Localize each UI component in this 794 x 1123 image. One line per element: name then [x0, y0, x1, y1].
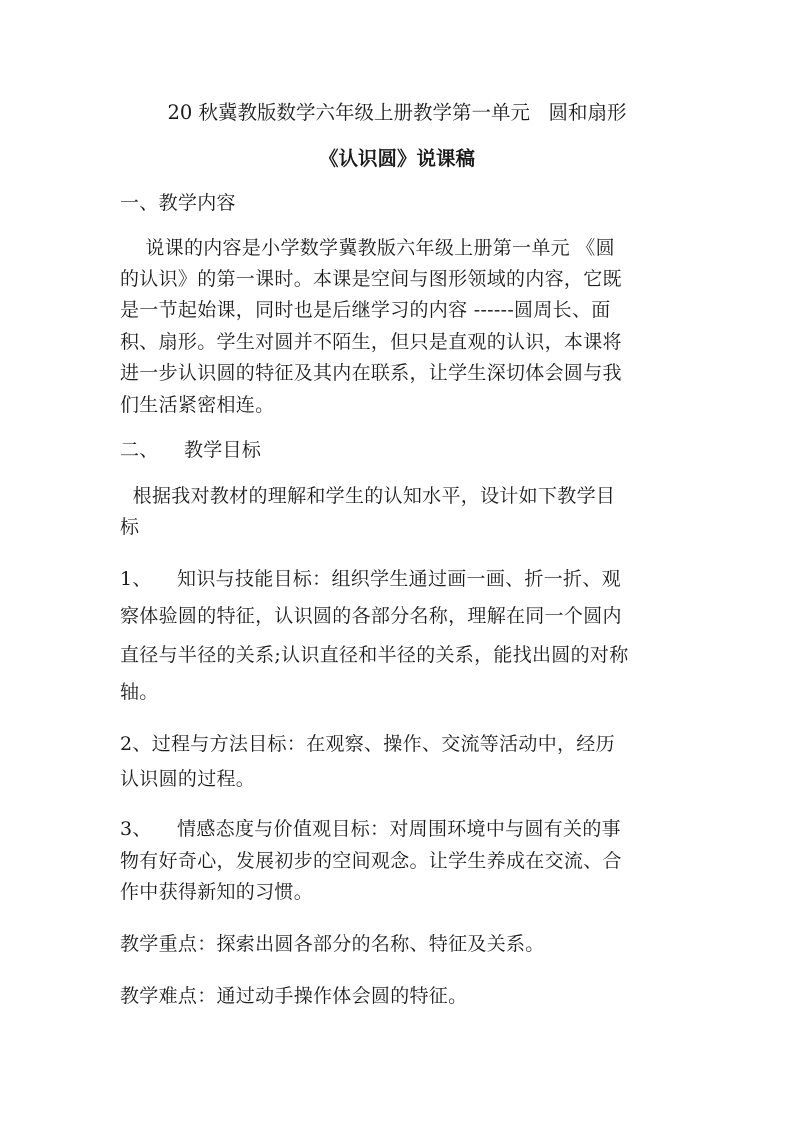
paragraph-line: 根据我对教材的理解和学生的认知水平，设计如下教学目 — [120, 485, 616, 507]
difficult-point: 教学难点：通过动手操作体会圆的特征。 — [120, 985, 468, 1007]
section-heading-content: 一、教学内容 — [120, 192, 236, 214]
paragraph-line: 的认识》的第一课时。本课是空间与图形领域的内容，它既 — [120, 268, 622, 290]
paragraph-line: 积、扇形。学生对圆并不陌生，但只是直观的认识，本课将 — [120, 331, 622, 353]
paragraph-line: 认识圆的过程。 — [120, 768, 256, 790]
document-title: 20 秋冀教版数学六年级上册教学第一单元 圆和扇形 — [167, 101, 627, 124]
goal-item-2: 2、过程与方法目标：在观察、操作、交流等活动中，经历 — [120, 733, 615, 755]
paragraph-line: 物有好奇心，发展初步的空间观念。让学生养成在交流、合 — [120, 850, 622, 872]
paragraph-line: 们生活紧密相连。 — [120, 394, 275, 416]
paragraph-line: 标 — [120, 516, 140, 538]
paragraph-line: 察体验圆的特征，认识圆的各部分名称，理解在同一个圆内 — [120, 605, 622, 627]
key-point: 教学重点：探索出圆各部分的名称、特征及关系。 — [120, 933, 545, 955]
paragraph-line: 轴。 — [120, 681, 159, 703]
paragraph-line: 作中获得新知的习惯。 — [120, 881, 314, 903]
paragraph-line: 直径与半径的关系;认识直径和半径的关系，能找出圆的对称 — [120, 644, 629, 666]
paragraph-line: 说课的内容是小学数学冀教版六年级上册第一单元 《圆 — [120, 237, 615, 259]
goal-item-1: 1、 知识与技能目标：组织学生通过画一画、折一折、观 — [120, 568, 621, 590]
section-heading-goals: 二、 教学目标 — [120, 439, 262, 461]
document-subtitle: 《认识圆》说课稿 — [318, 147, 475, 170]
paragraph-line: 进一步认识圆的特征及其内在联系，让学生深切体会圆与我 — [120, 362, 622, 384]
paragraph-line: 是一节起始课，同时也是后继学习的内容 ------圆周长、面 — [120, 299, 611, 321]
goal-item-3: 3、 情感态度与价值观目标：对周围环境中与圆有关的事 — [120, 818, 621, 840]
